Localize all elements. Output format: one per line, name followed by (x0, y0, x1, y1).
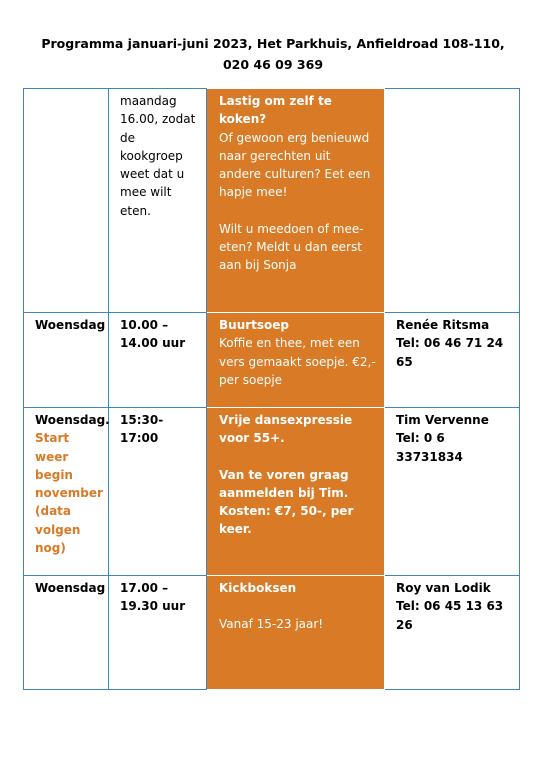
contact-phone: Tel: 06 45 13 63 26 (396, 599, 504, 632)
day-cell (24, 576, 109, 690)
contact-name: Renée Ritsma (396, 318, 490, 332)
table-row (24, 408, 520, 576)
activity-cell (207, 576, 385, 690)
time-text: maandag 16.00, zodat de kookgroep weet dat u mee wilt eten. (120, 94, 196, 218)
contact-phone: Tel: 06 46 71 24 65 (396, 336, 504, 369)
activity-title: Lastig om zelf te koken? (219, 94, 332, 127)
activity-title: Buurtsoep (219, 318, 290, 332)
day-note: Start weer begin november (data volgen nog) (35, 431, 103, 556)
time-text: 15:30-17:00 (120, 413, 164, 446)
contact-name: Roy van Lodik (396, 581, 491, 595)
day-cell (24, 313, 109, 408)
contact-cell (385, 576, 520, 690)
contact-cell (385, 313, 520, 408)
day-text: Woensdag (35, 318, 106, 332)
table-row (24, 576, 520, 690)
activity-note: Vanaf 15-23 jaar! (219, 617, 324, 632)
page-header (0, 33, 546, 75)
day-cell (24, 408, 109, 576)
contact-name: Tim Vervenne (396, 413, 489, 427)
time-text: 10.00 – 14.00 uur (120, 318, 186, 351)
activity-cell (207, 408, 385, 576)
activity-description: Of gewoon erg benieuwd naar gerechten uit andere culturen? Eet een hapje mee! (219, 130, 371, 200)
header-title: Programma januari-juni 2023, Het Parkhuis, Anfieldroad 108-110, (41, 36, 505, 51)
activity-cell (207, 313, 385, 408)
activity-note: Van te voren graag aanmelden bij Tim. Kosten: €7, 50-, per keer. (219, 467, 354, 537)
time-cell (109, 89, 207, 313)
activity-title: Vrije dansexpressie voor 55+. (219, 413, 353, 446)
day-text: Woensdag (35, 581, 106, 595)
contact-cell (385, 408, 520, 576)
activity-title: Kickboksen (219, 581, 297, 595)
time-cell (109, 313, 207, 408)
activity-cell (207, 89, 385, 313)
table-row (24, 89, 520, 313)
contact-phone: Tel: 0 6 33731834 (396, 431, 463, 464)
header-phone: 020 46 09 369 (222, 57, 324, 72)
contact-cell (385, 89, 520, 313)
time-cell (109, 408, 207, 576)
activity-note: Wilt u meedoen of mee-eten? Meldt u dan eerst aan bij Sonja (219, 221, 364, 273)
table-row (24, 313, 520, 408)
program-table (23, 88, 520, 690)
time-text: 17.00 – 19.30 uur (120, 581, 186, 614)
time-cell (109, 576, 207, 690)
activity-description: Koffie en thee, met een vers gemaakt soepje. €2,- per soepje (219, 336, 376, 387)
day-text: Woensdag. (35, 413, 110, 427)
day-cell (24, 89, 109, 313)
